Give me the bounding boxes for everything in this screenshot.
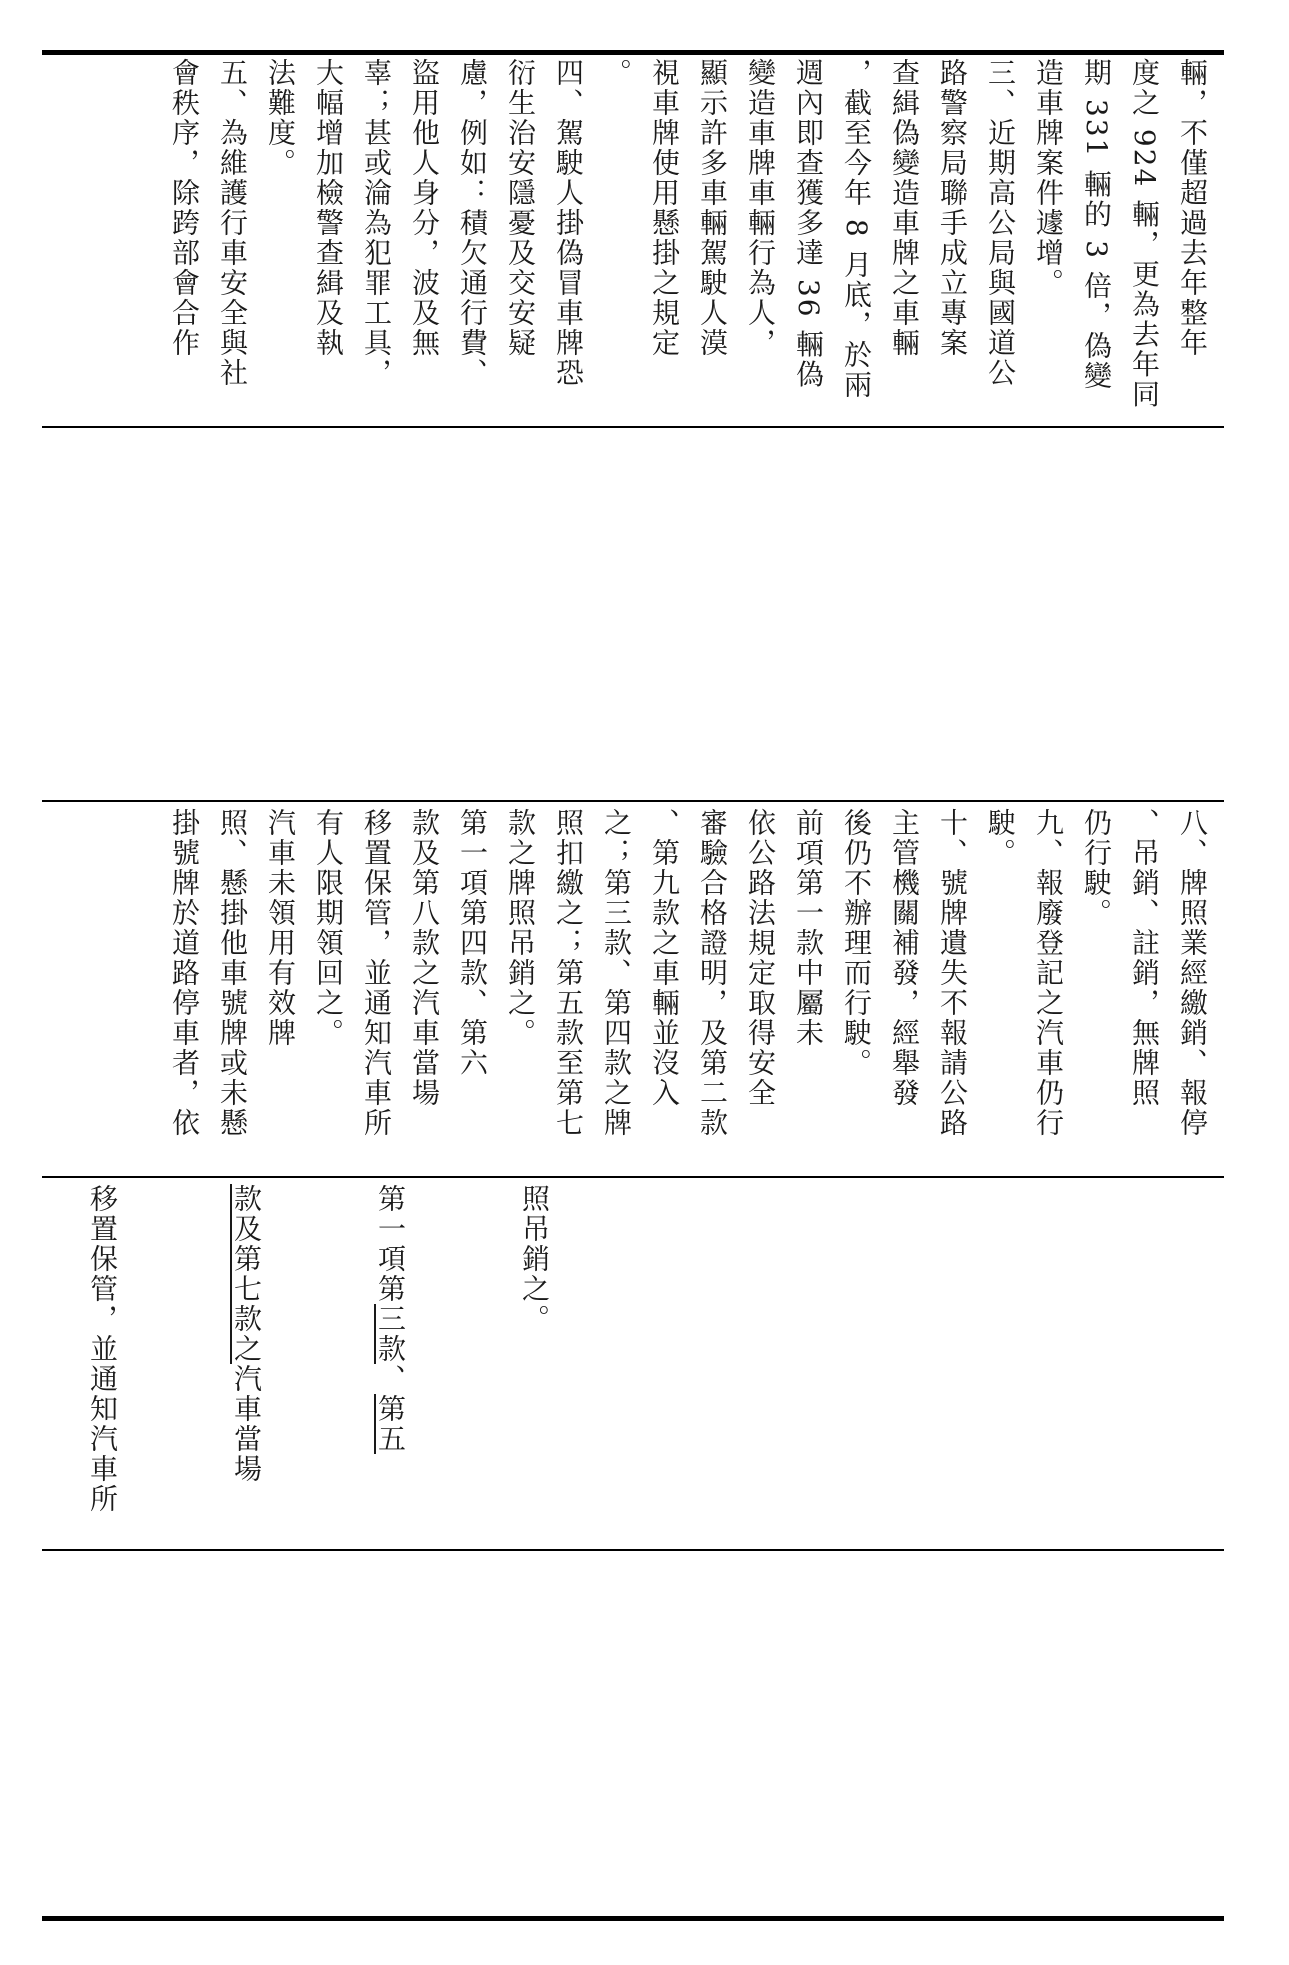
text-line: 移置保管，並通知汽車所 [360,808,393,1138]
text-line: 辜；甚或淪為犯罪工具， [360,58,393,388]
top-right-text-block [168,58,1216,420]
text-line: 有人限期領回之。 [312,808,345,1048]
bottom-section-rule [42,1549,1224,1551]
text-line: 慮，例如：積欠通行費、 [456,58,489,388]
top-rule [42,50,1224,55]
text-line: 第一項第三款、第五 [374,1184,407,1454]
text-line: 仍行駛。 [1080,808,1113,928]
text-line: 款及第八款之汽車當場 [408,808,441,1108]
text-line: 顯示許多車輛駕駛人漠 [696,58,729,358]
text-line: 後仍不辦理而行駛。 [840,808,873,1078]
text-line: 汽車未領用有效牌 [264,808,297,1048]
bottom-left-text-block [42,1184,654,1546]
middle-rule-lower [42,800,1224,802]
text-line: 衍生治安隱憂及交安疑 [504,58,537,358]
text-line: 掛號牌於道路停車者，依 [168,808,201,1138]
text-line: 路警察局聯手成立專案 [936,58,969,358]
text-line: 之；第三款、第四款之牌 [600,808,633,1138]
text-line: 造車牌案件遽增。 [1032,58,1065,298]
text-line: 前項第一款中屬未 [792,808,825,1048]
text-line: 依公路法規定取得安全 [744,808,777,1108]
text-line: 款及第七款之汽車當場 [230,1184,263,1484]
text-line: 、第九款之車輛並沒入 [648,808,681,1108]
page-bottom-rule [42,1916,1224,1921]
bottom-right-text-block [168,808,1216,1170]
text-line: ，截至今年 8 月底，於兩 [840,58,873,400]
text-line: 照扣繳之；第五款至第七 [552,808,585,1138]
text-line: 五、為維護行車安全與社 [216,58,249,388]
text-line: 九、報廢登記之汽車仍行 [1032,808,1065,1138]
text-line: 款之牌照吊銷之。 [504,808,537,1048]
text-line: 輛，不僅超過去年整年 [1176,58,1209,358]
text-line: 第一項第四款、第六 [456,808,489,1078]
middle-rule-upper [42,426,1224,428]
text-line: 期 331 輛的 3 倍，偽變 [1080,58,1113,391]
text-line: 週內即查獲多達 36 輛偽 [792,58,825,390]
text-line: 照吊銷之。 [518,1184,551,1334]
text-line: 十、號牌遺失不報請公路 [936,808,969,1138]
text-line: 。 [600,58,633,88]
text-line: 、吊銷、註銷，無牌照 [1128,808,1161,1108]
text-line: 三、近期高公局與國道公 [984,58,1017,388]
text-line: 度之 924 輛，更為去年同 [1128,58,1161,410]
text-line: 駛。 [984,808,1017,868]
text-line: 四、駕駛人掛偽冒車牌恐 [552,58,585,388]
text-line: 大幅增加檢警查緝及執 [312,58,345,358]
text-line: 查緝偽變造車牌之車輛 [888,58,921,358]
text-line: 照、懸掛他車號牌或未懸 [216,808,249,1138]
text-line: 審驗合格證明，及第二款 [696,808,729,1138]
text-line: 盜用他人身分，波及無 [408,58,441,358]
text-line: 視車牌使用懸掛之規定 [648,58,681,358]
lower-section-rule [42,1176,1224,1178]
text-line: 八、牌照業經繳銷、報停 [1176,808,1209,1138]
text-line: 法難度。 [264,58,297,178]
text-line: 移置保管，並通知汽車所 [86,1184,119,1514]
text-line: 會秩序，除跨部會合作 [168,58,201,358]
text-line: 變造車牌車輛行為人， [744,58,777,358]
text-line: 主管機關補發，經舉發 [888,808,921,1108]
